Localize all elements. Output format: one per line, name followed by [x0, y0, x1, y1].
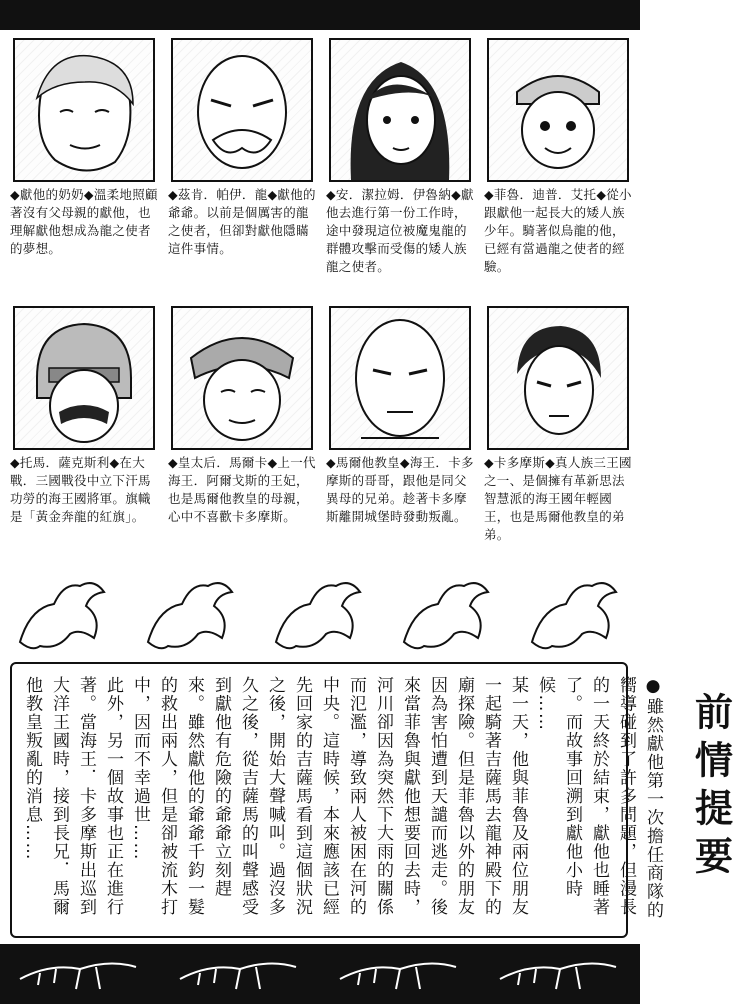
character-caption: ◆茲肯．帕伊．龍◆獻他的爺爺。以前是個厲害的龍之使者，但卻對獻他隱瞞這件事情。 — [168, 187, 316, 256]
character-caption: ◆皇太后．馬爾卡◆上一代海王．阿爾戈斯的王妃，也是馬爾他教皇的母親，心中不喜歡卡多摩斯。 — [168, 455, 316, 524]
story-summary-box — [10, 662, 733, 938]
boy-portrait — [487, 38, 629, 182]
character-card-king — [484, 306, 632, 566]
summary-paragraph: 某一天，他與菲魯及兩位朋友一起騎著吉薩馬去龍神殿下的廟探險。但是菲魯以外的朋友因為害怕遭到天譴而逃走。後來當菲魯與獻他想要回去時，河川卻因為突然下大雨的關係而氾濫，導致兩人被困在河的中央。這時候，本來應該已經先回家的吉薩馬看到這個狀況之後，開始大聲喊叫。過沒多久之後，從吉薩馬的叫聲感受到獻他有危險的爺爺立刻趕來。雖然獻他的爺爺千鈞一髮的救出兩人，但是卻被流木打中，因而不幸過世…… — [130, 676, 528, 917]
summary-title: 前情提要 — [688, 692, 733, 884]
character-caption: ◆馬爾他教皇◆海王．卡多摩斯的哥哥，跟他是同父異母的兄弟。趁著卡多摩斯離開城堡時發動叛亂。 — [326, 455, 474, 524]
queen-mother-portrait — [171, 306, 313, 450]
character-card-pope — [326, 306, 474, 566]
dragon-silhouette-icon — [522, 568, 630, 654]
character-card-boy — [484, 38, 632, 298]
character-grid — [10, 38, 630, 566]
grandmother-portrait — [13, 38, 155, 182]
dinosaur-skeleton-icon — [170, 949, 310, 999]
summary-paragraph: 此外，另一個故事也正在進行著。當海王．卡多摩斯出巡到大洋王國時，接到長兄．馬爾他教皇叛亂的消息…… — [22, 676, 123, 917]
summary-paragraph: ●雖然獻他第一次擔任商隊的嚮導碰到了許多問題，但漫長的一天終於結束，獻他也睡著了。而故事回溯到獻他小時候…… — [535, 676, 663, 920]
king-portrait — [487, 306, 629, 450]
bottom-black-bar — [0, 944, 640, 1004]
pope-portrait — [329, 306, 471, 450]
character-card-general — [10, 306, 158, 566]
dragon-decoration-row — [0, 565, 640, 657]
summary-text — [12, 664, 674, 936]
dragon-silhouette-icon — [266, 568, 374, 654]
dragon-silhouette-icon — [138, 568, 246, 654]
character-caption: ◆卡多摩斯◆真人族三王國之一、是個擁有革新思法智慧派的海王國年輕國王，也是馬爾他教皇的弟弟。 — [484, 455, 632, 542]
character-card-queen-mother — [168, 306, 316, 566]
character-caption: ◆安．潔拉姆．伊魯納◆獻他去進行第一份工作時，途中發現這位被魔鬼龍的群體攻擊而受傷的矮人族龍之使者。 — [326, 187, 474, 274]
character-caption: ◆獻他的奶奶◆溫柔地照顧著沒有父母親的獻他，也理解獻他想成為龍之使者的夢想。 — [10, 187, 158, 256]
character-card-girl — [326, 38, 474, 298]
girl-portrait — [329, 38, 471, 182]
general-portrait — [13, 306, 155, 450]
character-caption: ◆托馬．薩克斯利◆在大戰．三國戰役中立下汗馬功勞的海王國將軍。旗幟是「黃金奔龍的紅旗」。 — [10, 455, 151, 524]
dragon-silhouette-icon — [394, 568, 502, 654]
dinosaur-skeleton-icon — [330, 949, 470, 999]
dragon-silhouette-icon — [10, 568, 118, 654]
grandfather-portrait — [171, 38, 313, 182]
top-black-bar — [0, 0, 640, 30]
character-caption: ◆菲魯．迪普．艾托◆從小跟獻他一起長大的矮人族少年。騎著似鳥龍的他，已經有當過龍之使者的經驗。 — [484, 187, 632, 274]
dinosaur-skeleton-icon — [490, 949, 630, 999]
character-card-grandfather — [168, 38, 316, 298]
dinosaur-skeleton-icon — [10, 949, 150, 999]
character-card-grandmother — [10, 38, 158, 298]
